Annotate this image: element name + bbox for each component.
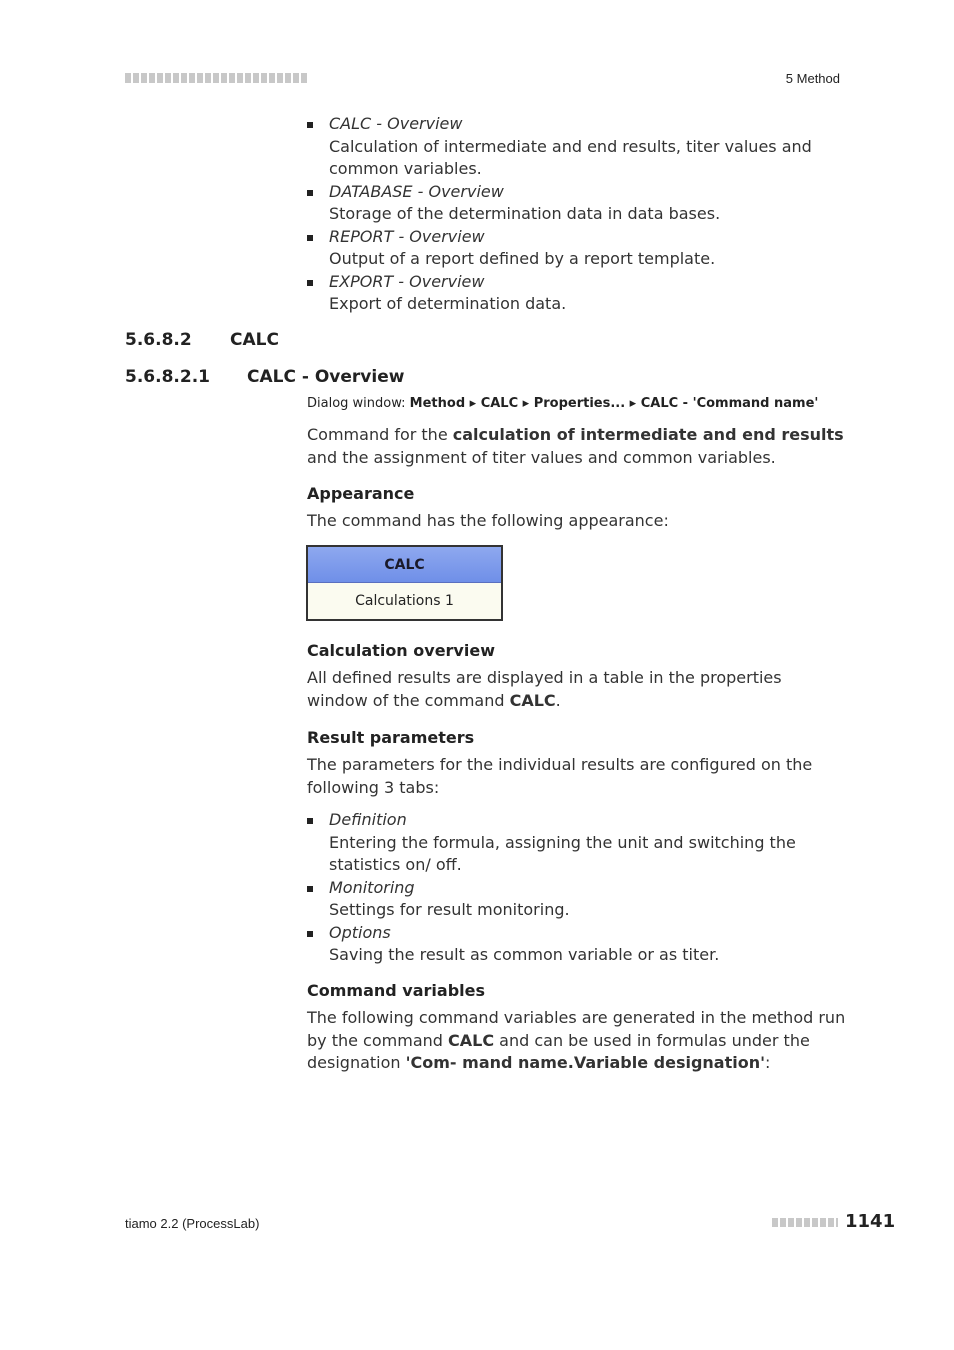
- list-item: [307, 809, 847, 877]
- command-subtitle: Calculations 1: [308, 583, 501, 619]
- tab-title: Definition: [329, 810, 407, 829]
- list-item: [307, 271, 847, 316]
- calc-overview-end: .: [555, 690, 561, 710]
- list-item: [307, 113, 847, 181]
- list-item: [307, 226, 847, 271]
- dialog-path: [307, 396, 818, 411]
- command-vars-bold: CALC: [448, 1030, 495, 1050]
- bullet-icon: [307, 280, 313, 286]
- list-item-desc: Export of determination data.: [329, 294, 567, 313]
- bullet-icon: [307, 931, 313, 937]
- section-title: CALC: [230, 330, 279, 350]
- intro-text-end: and the assignment of titer values and common variables.: [307, 447, 776, 467]
- list-item-title: DATABASE - Overview: [329, 181, 504, 201]
- bullet-icon: [307, 122, 313, 128]
- bullet-icon: [307, 818, 313, 824]
- subsection-heading: [125, 367, 404, 387]
- intro-bold: calculation of intermediate and end results: [452, 425, 844, 444]
- tab-title: Monitoring: [329, 877, 415, 897]
- result-params-heading: Result parameters: [307, 728, 475, 747]
- subsection-title: CALC - Overview: [247, 367, 405, 387]
- header-decoration: [125, 73, 307, 83]
- calc-overview-text: All defined results are displayed in a table in the properties window of the command: [307, 668, 782, 710]
- list-item-desc: Storage of the determination data in data bases.: [329, 204, 721, 223]
- list-item-desc: Output of a report defined by a report template.: [329, 249, 716, 268]
- subsection-number: 5.6.8.2.1: [125, 367, 210, 387]
- footer-product: tiamo 2.2 (ProcessLab): [125, 1216, 260, 1231]
- section-heading: [125, 330, 279, 350]
- tab-desc: Entering the formula, assigning the unit and switching the statistics on/ off.: [329, 832, 796, 874]
- list-item-title: REPORT - Overview: [329, 226, 485, 246]
- list-item: [307, 181, 847, 226]
- appearance-desc: The command has the following appearance:: [307, 511, 669, 530]
- result-params-desc: The parameters for the individual results are configured on the following 3 tabs:: [307, 755, 813, 797]
- section-number: 5.6.8.2: [125, 330, 192, 350]
- command-vars-paragraph: [307, 1007, 847, 1075]
- result-params-text: [307, 754, 847, 799]
- calc-command-box: [306, 545, 503, 621]
- page-number: 1141: [845, 1211, 896, 1232]
- bullet-icon: [307, 886, 313, 892]
- calc-overview-heading: Calculation overview: [307, 641, 495, 660]
- list-item-title: EXPORT - Overview: [329, 271, 485, 291]
- header-section: 5 Method: [785, 71, 840, 86]
- tab-desc: Saving the result as common variable or as titer.: [329, 945, 720, 964]
- bullet-icon: [307, 190, 313, 196]
- dialog-path-value: Method ▸ CALC ▸ Properties... ▸ CALC - 'Command name': [409, 396, 819, 411]
- command-vars-end: :: [765, 1053, 771, 1072]
- calc-overview-paragraph: [307, 667, 847, 712]
- command-title: CALC: [308, 547, 501, 583]
- footer-decoration: [772, 1218, 838, 1227]
- list-item: [307, 877, 847, 922]
- result-tabs-list: [307, 809, 847, 967]
- overview-list: [307, 113, 847, 316]
- tab-title: Options: [329, 922, 391, 942]
- list-item-title: CALC - Overview: [329, 114, 463, 133]
- intro-paragraph: [307, 424, 847, 469]
- appearance-text: [307, 510, 847, 533]
- command-vars-heading: Command variables: [307, 981, 485, 1000]
- intro-text: Command for the: [307, 425, 453, 444]
- command-vars-text-mid: and can be used in formulas under the designation: [307, 1030, 810, 1072]
- list-item-desc: Calculation of intermediate and end results, titer values and common variables.: [329, 136, 812, 178]
- dialog-label: Dialog window:: [307, 396, 406, 411]
- command-vars-designation: 'Com- mand name.Variable designation': [405, 1053, 766, 1072]
- bullet-icon: [307, 235, 313, 241]
- command-vars-text: The following command variables are generated in the method run by the command: [307, 1008, 846, 1050]
- calc-overview-bold: CALC: [509, 690, 556, 710]
- appearance-heading: Appearance: [307, 484, 415, 503]
- list-item: [307, 922, 847, 967]
- tab-desc: Settings for result monitoring.: [329, 900, 570, 919]
